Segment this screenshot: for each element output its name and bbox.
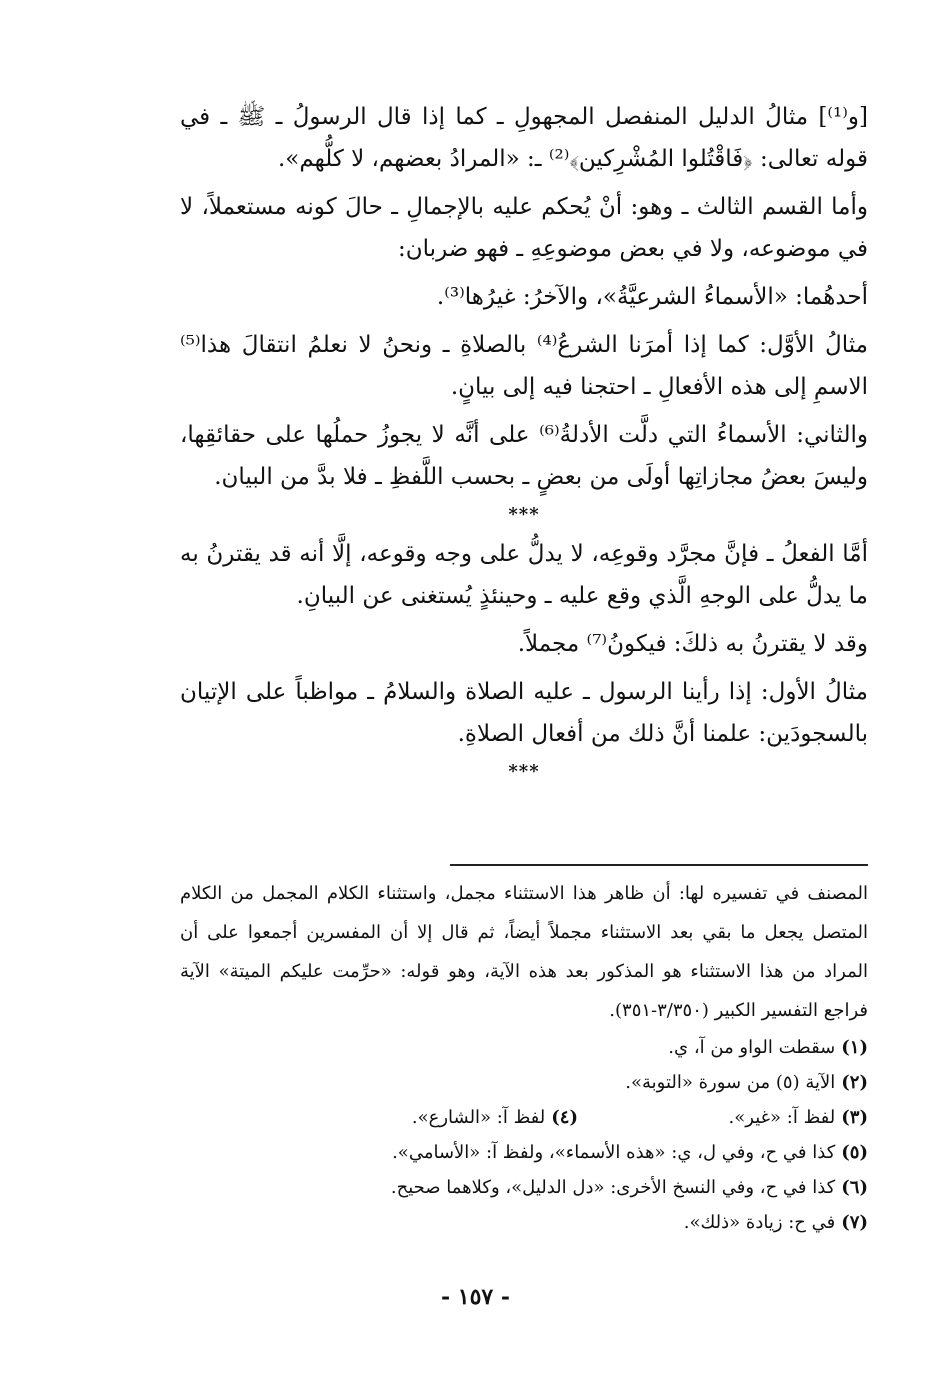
footnote-number: (٣) [841, 1107, 868, 1128]
footnote-text: كذا في ح، وفي النسخ الأخرى: «دل الدليل»، وكلاهما صحيح. [390, 1177, 836, 1198]
paragraph-first-example: مثالُ الأوَّل: كما إذا أمرَنا الشرعُ⁽⁴⁾ بالصلاةِ ـ ونحنُ لا نعلمُ انتقالَ هذا⁽⁵⁾ الاسمِ إلى هذه الأفعالِ ـ احتجنا فيه إلى بيانٍ. [180, 332, 868, 400]
paragraph-second-type: والثاني: الأسماءُ التي دلَّت الأدلةُ⁽⁶⁾ على أنَّه لا يجوزُ حملُها على حقائقِها، وليسَ بعضُ مجازاتِها أولَى من بعضٍ ـ بحسب اللَّفظِ ـ فلا بدَّ من البيان. [180, 422, 868, 490]
footnote [180, 1170, 868, 1205]
page-number: - ١٥٧ - [440, 1284, 511, 1310]
paragraph-action: أمَّا الفعلُ ـ فإنَّ مجرَّد وقوعِه، لا يدلُّ على وجه وقوعه، إلَّا أنه قد يقترنُ به ما يدلُّ على الوجهِ الَّذي وقع عليه ـ وحينئذٍ يُستغنى عن البيانِ. [180, 541, 868, 609]
footnote-text: لفظ آ: «الشارع». [411, 1107, 546, 1128]
footnote [180, 1065, 868, 1100]
paragraph-two-types: أحدهُما: «الأسماءُ الشرعيَّةُ»، والآخرُ: غيرُها⁽³⁾. [436, 284, 868, 310]
footnote-text: الآية (٥) من سورة «التوبة». [625, 1072, 836, 1093]
footnote-number: (٦) [841, 1177, 868, 1198]
paragraph-third-section: وأما القسم الثالث ـ وهو: أنْ يُحكم عليه بالإجمالِ ـ حالَ كونه مستعملاً، لا في موضوعه، ولا في بعض موضوعِهِ ـ فهو ضربان: [180, 194, 868, 262]
main-text [180, 96, 868, 790]
footnote-continuation: المصنف في تفسيره لها: أن ظاهر هذا الاستثناء مجمل، واستثناء الكلام المجمل من الكلام المتصل يجعل ما بقي بعد الاستثناء مجملاً أيضاً، ثم قال إلا أن المفسرين أجمعوا على أن المراد من هذا الاستثناء هو المذكور بعد هذه الآية، وهو قوله: «حرِّمت عليكم الميتة» الآية فراجع التفسير الكبير (٣/٣٥٠-٣٥١). [180, 883, 868, 1021]
footnote-number: (٤) [551, 1107, 578, 1128]
paragraph-action-example: مثالُ الأول: إذا رأينا الرسول ـ عليه الصلاة والسلامُ ـ مواظباً على الإتيان بالسجودَين: علمنا أنَّ ذلك من أفعال الصلاةِ. [180, 679, 868, 747]
footnote-text: كذا في ح، وفي ل، ي: «هذه الأسماء»، ولفظ آ: «الأسامي». [392, 1142, 836, 1163]
footnote-text: سقطت الواو من آ، ي. [668, 1037, 836, 1058]
footnote [180, 1135, 868, 1170]
section-separator: *** [508, 761, 540, 782]
section-separator: *** [508, 504, 540, 525]
footnote [578, 1100, 868, 1135]
footnote [180, 1030, 868, 1065]
footnote [288, 1100, 578, 1135]
footnote-pair [180, 1100, 868, 1135]
paragraph-action-ambiguous: وقد لا يقترنُ به ذلكَ: فيكونُ⁽⁷⁾ مجملاً. [517, 631, 868, 657]
footnote-number: (٢) [841, 1072, 868, 1093]
footnote-text: لفظ آ: «غير». [728, 1107, 836, 1128]
footnotes [180, 874, 868, 1240]
footnote-divider [450, 864, 868, 866]
footnote-number: (٥) [841, 1142, 868, 1163]
footnote [180, 1205, 868, 1240]
footnote-text: في ح: زيادة «ذلك». [683, 1212, 836, 1233]
paragraph-example-unknown-separate-evidence: [و⁽¹⁾] مثالُ الدليل المنفصل المجهولِ ـ كما إذا قال الرسولُ ـ ﷺ ـ في قوله تعالى: ﴿فَاقْتُلوا المُشْرِكين﴾⁽²⁾ ـ: «المرادُ بعضهم، لا كلُّهم». [180, 104, 868, 172]
footnote-number: (١) [841, 1037, 868, 1058]
footnote-number: (٧) [841, 1212, 868, 1233]
